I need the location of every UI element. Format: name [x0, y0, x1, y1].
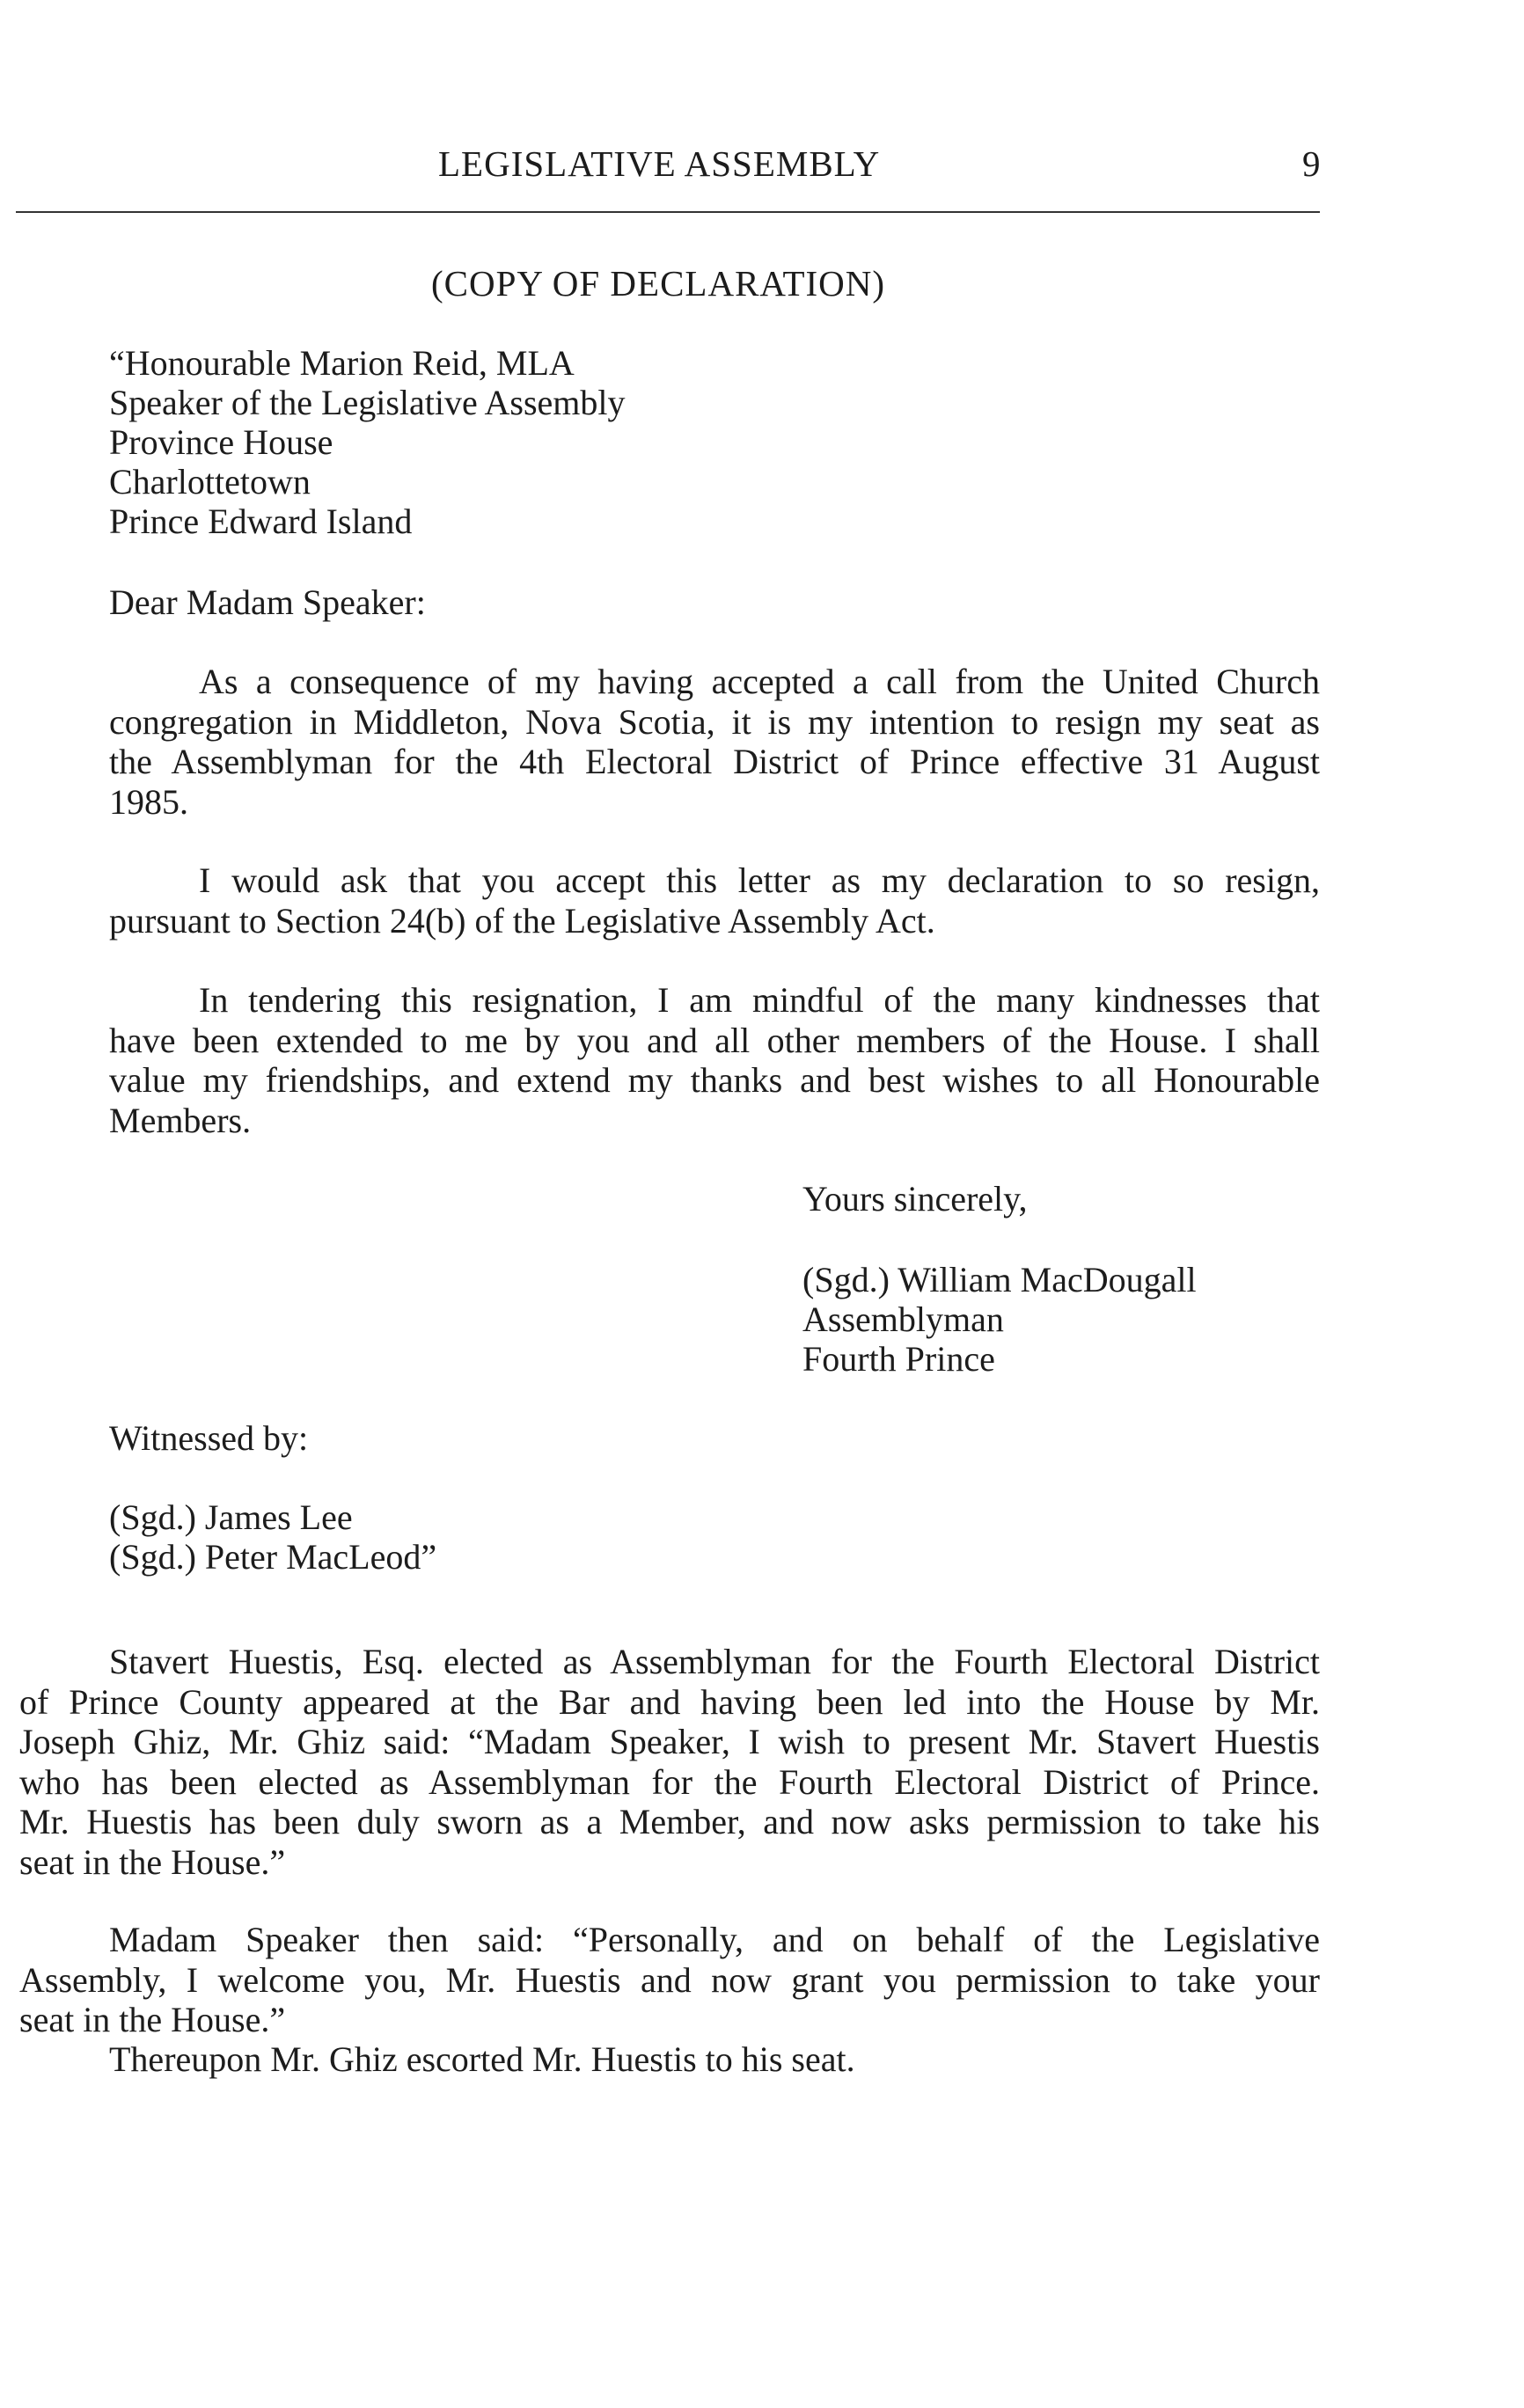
text-line: Assembly, I welcome you, Mr. Huestis and now grant you permission to take your — [19, 1959, 1320, 2000]
text-line: Mr. Huestis has been duly sworn as a Member, and now asks permission to take his — [19, 1802, 1320, 1841]
running-header: LEGISLATIVE ASSEMBLY — [438, 143, 881, 184]
text-line: seat in the House.” — [19, 1841, 286, 1882]
address-block — [109, 343, 626, 541]
closing: Yours sincerely, — [802, 1179, 1028, 1219]
text-line: have been extended to me by you and all other members of the House. I shall — [109, 1020, 1320, 1060]
text-line: Joseph Ghiz, Mr. Ghiz said: “Madam Speaker, I wish to present Mr. Stavert Huestis — [19, 1722, 1320, 1761]
letter-paragraph — [109, 860, 1320, 941]
signature-line: Assemblyman — [802, 1299, 1004, 1339]
address-line: “Honourable Marion Reid, MLA — [109, 343, 575, 383]
salutation: Dear Madam Speaker: — [109, 582, 426, 622]
text-line: of Prince County appeared at the Bar and having been led into the House by Mr. — [19, 1681, 1320, 1722]
declaration-title: (COPY OF DECLARATION) — [431, 263, 886, 304]
text-line: the Assemblyman for the 4th Electoral District of Prince effective 31 August — [109, 742, 1320, 781]
witnessed-by-label: Witnessed by: — [109, 1418, 309, 1458]
header-rule — [16, 211, 1320, 213]
address-line: Speaker of the Legislative Assembly — [109, 383, 626, 422]
text-line: pursuant to Section 24(b) of the Legislative Assembly Act. — [109, 900, 935, 941]
text-line: seat in the House.” — [19, 2000, 286, 2039]
text-line: Madam Speaker then said: “Personally, and on behalf of the Legislative — [109, 1920, 1320, 1959]
address-line: Province House — [109, 422, 333, 462]
witness-block — [109, 1497, 436, 1577]
letter-paragraph — [109, 662, 1320, 822]
text-line: congregation in Middleton, Nova Scotia, it is my intention to resign my seat as — [109, 701, 1320, 742]
address-line: Prince Edward Island — [109, 501, 413, 541]
text-line: Thereupon Mr. Ghiz escorted Mr. Huestis to his seat. — [109, 2039, 855, 2079]
witness-line: (Sgd.) Peter MacLeod” — [109, 1537, 437, 1577]
text-line: value my friendships, and extend my thanks and best wishes to all Honourable — [109, 1060, 1320, 1100]
body-paragraph — [19, 1920, 1320, 2040]
text-line: In tendering this resignation, I am mindful of the many kindnesses that — [199, 980, 1320, 1020]
signature-block — [802, 1260, 1197, 1379]
text-line: Stavert Huestis, Esq. elected as Assemblyman for the Fourth Electoral District — [109, 1642, 1320, 1681]
body-paragraph — [19, 1642, 1320, 1882]
signature-line: (Sgd.) William MacDougall — [802, 1260, 1197, 1299]
witness-line: (Sgd.) James Lee — [109, 1497, 353, 1537]
text-line: As a consequence of my having accepted a call from the United Church — [199, 662, 1320, 701]
text-line: Members. — [109, 1100, 252, 1140]
text-line: I would ask that you accept this letter as my declaration to so resign, — [199, 860, 1320, 900]
address-line: Charlottetown — [109, 462, 311, 501]
text-line: who has been elected as Assemblyman for the Fourth Electoral District of Prince. — [19, 1761, 1320, 1802]
page-number: 9 — [1302, 143, 1322, 184]
body-paragraph — [19, 2039, 1320, 2080]
signature-line: Fourth Prince — [802, 1339, 995, 1379]
letter-paragraph — [109, 980, 1320, 1140]
text-line: 1985. — [109, 781, 188, 822]
